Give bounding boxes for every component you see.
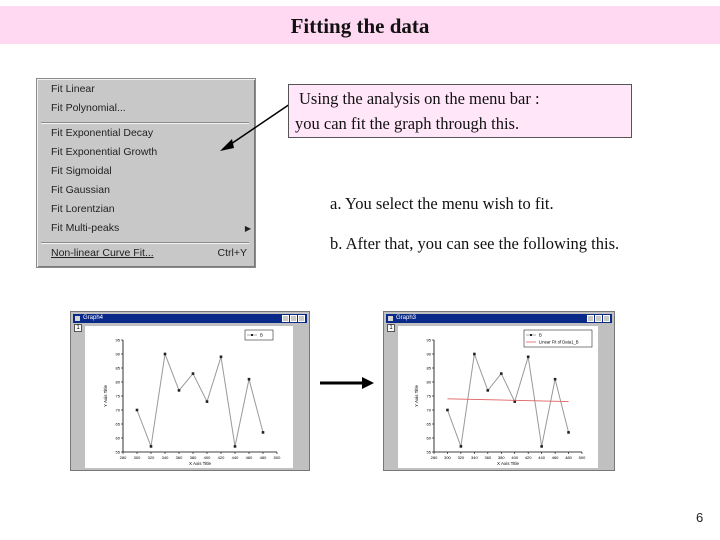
y-tick-label: 60 — [115, 435, 120, 441]
x-tick-label: 500 — [578, 455, 586, 460]
x-tick-label: 400 — [203, 455, 211, 460]
menu-item-fit-polynomial[interactable]: Fit Polynomial... — [51, 102, 126, 114]
x-tick-label: 460 — [245, 455, 253, 460]
y-tick-label: 90 — [115, 351, 120, 357]
transition-arrow — [318, 376, 376, 390]
y-tick-label: 65 — [426, 421, 431, 427]
x-tick-label: 440 — [231, 455, 239, 460]
data-point — [527, 356, 530, 359]
data-point — [150, 445, 153, 448]
legend-marker — [251, 334, 253, 336]
menu-item-fit-exponential-decay[interactable]: Fit Exponential Decay — [51, 127, 154, 139]
menu-item-fit-lorentzian[interactable]: Fit Lorentzian — [51, 203, 115, 215]
close-button[interactable] — [298, 315, 305, 322]
x-tick-label: 320 — [457, 455, 465, 460]
layer-tab[interactable]: 1 — [387, 324, 395, 332]
y-tick-label: 75 — [426, 393, 431, 399]
legend-label: B — [539, 332, 542, 338]
y-axis-label: Y Axis Title — [103, 385, 108, 407]
data-point — [248, 378, 251, 381]
legend-label: B — [260, 332, 263, 338]
x-tick-label: 360 — [175, 455, 183, 460]
menu-shortcut: Ctrl+Y — [217, 247, 247, 259]
graph-page — [85, 326, 293, 468]
x-tick-label: 500 — [273, 455, 281, 460]
data-point — [446, 409, 449, 412]
data-point — [554, 378, 557, 381]
x-tick-label: 380 — [189, 455, 197, 460]
menu-item-fit-exponential-growth[interactable]: Fit Exponential Growth — [51, 146, 158, 158]
window-title: Graph3 — [396, 315, 417, 321]
data-point — [220, 356, 223, 359]
x-tick-label: 400 — [511, 455, 519, 460]
y-tick-label: 80 — [115, 379, 120, 385]
graph-window-after[interactable] — [383, 311, 615, 471]
window-title: Graph4 — [83, 315, 104, 321]
x-tick-label: 360 — [484, 455, 492, 460]
series-line — [137, 354, 263, 446]
menu-item-fit-multi-peaks[interactable]: Fit Multi-peaks — [51, 222, 120, 234]
x-tick-label: 380 — [497, 455, 505, 460]
line-chart — [85, 326, 293, 468]
menu-item-fit-sigmoidal[interactable]: Fit Sigmoidal — [51, 165, 112, 177]
line-chart-with-fit — [398, 326, 598, 468]
data-point — [460, 445, 463, 448]
slide-title: Fitting the data — [290, 14, 430, 38]
data-point — [500, 372, 503, 375]
callout-line-2: you can fit the graph through this. — [295, 114, 520, 133]
minimize-button[interactable] — [282, 315, 289, 322]
legend-marker — [530, 334, 532, 336]
callout-box — [288, 84, 632, 138]
graph-page — [398, 326, 598, 468]
data-point — [262, 431, 265, 434]
callout-line-1: Using the analysis on the menu bar : — [299, 89, 540, 108]
x-axis-label: X Axis Title — [496, 461, 520, 466]
y-tick-label: 55 — [115, 449, 120, 455]
page-number: 6 — [696, 510, 704, 525]
legend-label: Linear Fit of Data1_B — [539, 339, 579, 345]
step-b-text: b. After that, you can see the following this. — [330, 234, 620, 253]
x-tick-label: 320 — [147, 455, 155, 460]
x-tick-label: 480 — [565, 455, 572, 460]
data-point — [487, 389, 490, 392]
y-tick-label: 75 — [115, 393, 120, 399]
x-tick-label: 420 — [217, 455, 225, 460]
y-tick-label: 90 — [426, 351, 431, 357]
x-tick-label: 300 — [133, 455, 141, 460]
data-point — [136, 409, 139, 412]
y-tick-label: 70 — [426, 407, 431, 413]
window-menu-icon[interactable] — [75, 316, 80, 321]
menu-item-fit-gaussian[interactable]: Fit Gaussian — [51, 184, 110, 196]
x-tick-label: 280 — [119, 455, 127, 460]
window-title-bar[interactable] — [73, 314, 307, 323]
data-point — [567, 431, 570, 434]
x-tick-label: 480 — [259, 455, 267, 460]
submenu-arrow-icon: ▶ — [244, 224, 251, 233]
x-tick-label: 460 — [551, 455, 559, 460]
data-point — [206, 400, 209, 403]
menu-item-fit-linear[interactable]: Fit Linear — [51, 83, 95, 95]
window-title-bar[interactable] — [386, 314, 612, 323]
y-tick-label: 80 — [426, 379, 431, 385]
y-tick-label: 95 — [115, 337, 120, 343]
x-tick-label: 340 — [471, 455, 478, 460]
y-axis-label: Y Axis Title — [414, 385, 419, 407]
graph-window-before[interactable] — [70, 311, 310, 471]
maximize-button[interactable] — [595, 315, 602, 322]
data-point — [192, 372, 195, 375]
y-tick-label: 60 — [426, 435, 431, 441]
layer-tab[interactable]: 1 — [74, 324, 82, 332]
step-a-text: a. You select the menu wish to fit. — [330, 194, 554, 213]
x-tick-label: 300 — [444, 455, 451, 460]
window-menu-icon[interactable] — [388, 316, 393, 321]
y-tick-label: 70 — [115, 407, 120, 413]
menu-item-nonlinear-curve-fit[interactable]: Non-linear Curve Fit... — [51, 247, 154, 259]
x-tick-label: 440 — [538, 455, 545, 460]
close-button[interactable] — [603, 315, 610, 322]
x-tick-label: 340 — [161, 455, 169, 460]
maximize-button[interactable] — [290, 315, 297, 322]
y-tick-label: 55 — [426, 449, 431, 455]
data-point — [234, 445, 237, 448]
data-point — [473, 353, 476, 356]
data-point — [178, 389, 181, 392]
y-tick-label: 85 — [115, 365, 120, 371]
y-tick-label: 85 — [426, 365, 431, 371]
x-axis-label: X Axis Title — [188, 461, 212, 466]
x-tick-label: 280 — [430, 455, 438, 460]
y-tick-label: 95 — [426, 337, 431, 343]
data-point — [540, 445, 543, 448]
x-tick-label: 420 — [524, 455, 532, 460]
y-tick-label: 65 — [115, 421, 120, 427]
data-point — [164, 353, 167, 356]
minimize-button[interactable] — [587, 315, 594, 322]
